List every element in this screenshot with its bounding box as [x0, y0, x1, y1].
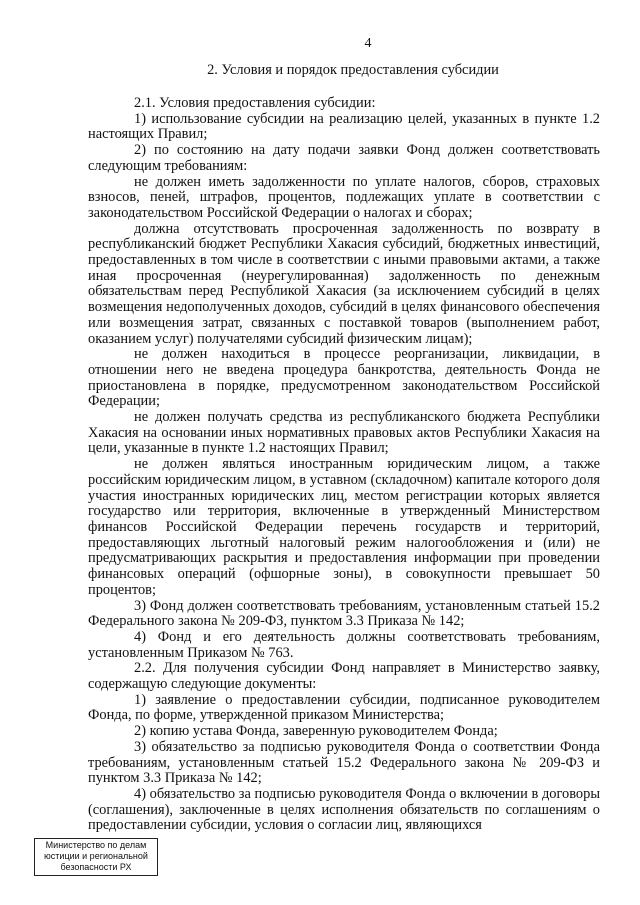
- paragraph-requirement-debt: должна отсутствовать просроченная задолженность по возврату в республиканский бюджет Республики Хакасия субсидий, бюджетных инвестиций, предоставленных в том числе в соответствии с иными правовыми актами, а также иная просроченная (неурегулированная) задолженность по денежным обязательствам перед Республикой Хакасия (за исключением субсидий в целях возмещения недополученных доходов, субсидий в целях финансового обеспечения или возмещения затрат, связанных с поставкой товаров (выполнением работ, оказанием услуг) получателями субсидий физическим лицам);: [88, 220, 600, 347]
- paragraph-2-2: 2.2. Для получения субсидии Фонд направляет в Министерство заявку, содержащую следующие документы:: [88, 660, 600, 693]
- paragraph-condition-3: 3) Фонд должен соответствовать требованиям, установленным статьей 15.2 Федерального закона № 209-ФЗ, пунктом 3.3 Приказа № 142;: [88, 597, 600, 630]
- paragraph-requirement-other-funds: не должен получать средства из республиканского бюджета Республики Хакасия на основании иных нормативных правовых актов Республики Хакасия на цели, указанные в пункте 1.2 настоящих Правил;: [88, 409, 600, 457]
- section-heading: 2. Условия и порядок предоставления субсидии: [207, 62, 499, 78]
- paragraph-requirement-taxes: не должен иметь задолженности по уплате налогов, сборов, страховых взносов, пеней, штрафов, процентов, подлежащих уплате в соответствии с законодательством Российской Федерации о налогах и сборах;: [88, 173, 600, 221]
- paragraph-document-3: 3) обязательство за подписью руководителя Фонда о соответствии Фонда требованиям, установленным статьей 15.2 Федерального закона № 209-ФЗ и пунктом 3.3 Приказа № 142;: [88, 738, 600, 787]
- paragraph-requirement-reorganization: не должен находиться в процессе реорганизации, ликвидации, в отношении него не введена процедура банкротства, деятельность Фонда не приостановлена в порядке, предусмотренном законодательством Российской Федерации;: [88, 346, 600, 410]
- page-number: 4: [364, 36, 372, 51]
- paragraph-condition-1: 1) использование субсидии на реализацию целей, указанных в пункте 1.2 настоящих Правил;: [88, 110, 600, 143]
- paragraph-requirement-foreign-entity: не должен являться иностранным юридическим лицом, а также российским юридическим лицом, в уставном (складочном) капитале которого доля участия иностранных юридических лиц, местом регистрации которых является государство или территория, включенные в утвержденный Министерством финансов Российской Федерации перечень государств и территорий, предоставляющих льготный налоговый режим налогообложения и (или) не предусматривающих раскрытия и предоставления информации при проведении финансовых операций (офшорные зоны), в совокупности превышает 50 процентов;: [88, 456, 600, 598]
- paragraph-condition-4: 4) Фонд и его деятельность должны соответствовать требованиям, установленным Приказом № 763.: [88, 628, 600, 661]
- stamp-line: Министерство по делам: [45, 840, 147, 850]
- paragraph-document-2: 2) копию устава Фонда, заверенную руководителем Фонда;: [134, 723, 498, 740]
- paragraph-document-1: 1) заявление о предоставлении субсидии, подписанное руководителем Фонда, по форме, утвержденной приказом Министерства;: [88, 691, 600, 724]
- paragraph-2-1: 2.1. Условия предоставления субсидии:: [134, 95, 376, 111]
- stamp-line: юстиции и региональной: [44, 851, 148, 861]
- document-body: [88, 96, 600, 834]
- stamp-line: безопасности РХ: [60, 862, 132, 872]
- paragraph-document-4: 4) обязательство за подписью руководителя Фонда о включении в договоры (соглашения), заключенные в целях исполнения обязательств по соглашениям о предоставлении субсидии, условия о согласии лиц, являющихся: [88, 785, 600, 834]
- paragraph-condition-2: 2) по состоянию на дату подачи заявки Фонд должен соответствовать следующим требованиям:: [88, 142, 600, 174]
- ministry-stamp: [34, 838, 158, 876]
